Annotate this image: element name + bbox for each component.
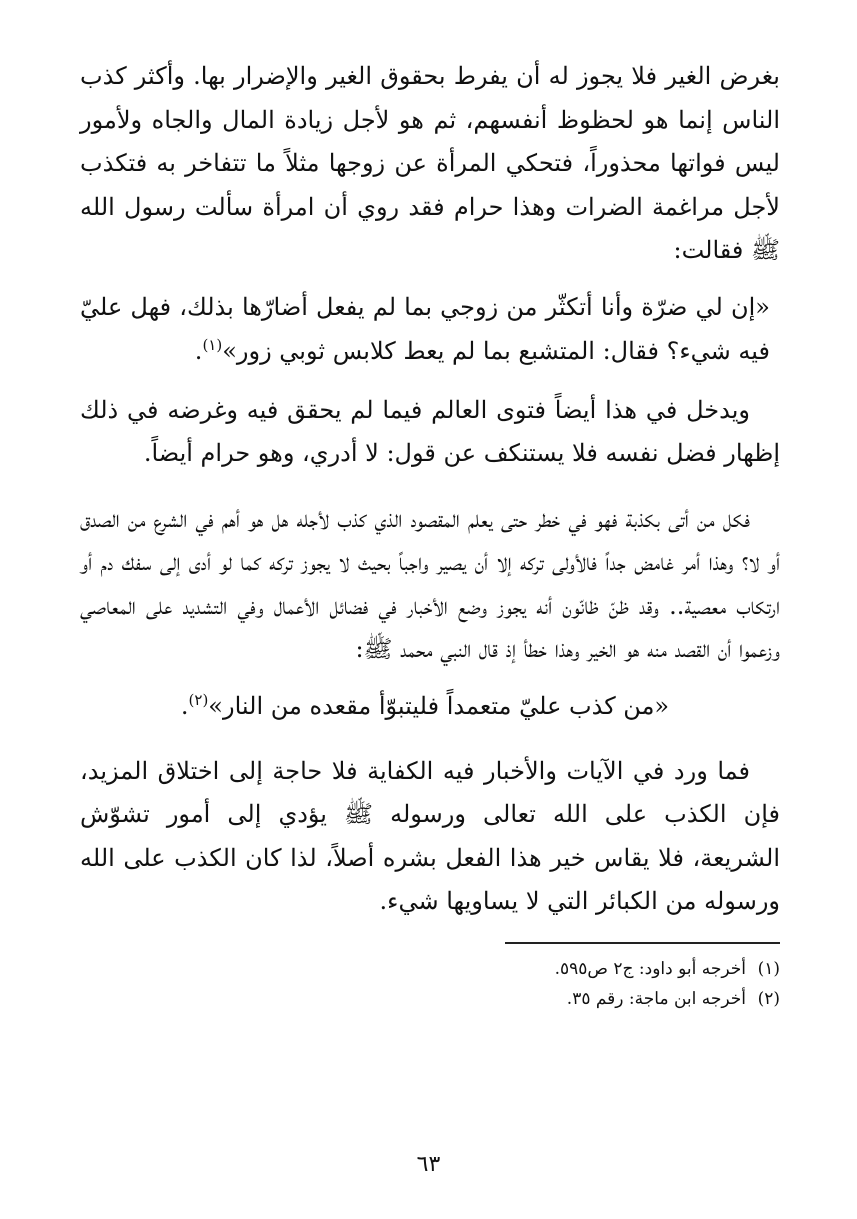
paragraph-4: فما ورد في الآيات والأخبار فيه الكفاية فلا حاجة إلى اختلاق المزيد، فإن الكذب على الله تعالى ورسوله ﷺ يؤدي إلى أمور تشوّش الشريعة، فلا يقاس خير هذا الفعل بشره أصلاً، لذا كان الكذب على الله ورسوله من الكبائر التي لا يساويها شيء. — [80, 756, 780, 915]
paragraph-2: ويدخل في هذا أيضاً فتوى العالم فيما لم يحقق فيه وغرضه في ذلك إظهار فضل نفسه فلا يستنكف عن قول: لا أدري، وهو حرام أيضاً. — [80, 395, 780, 467]
footnote-1-text: أخرجه أبو داود: ج٢ ص٥٩٥. — [554, 958, 746, 979]
hadith-quote-2 — [80, 684, 780, 728]
hadith-quote-1 — [80, 285, 780, 373]
hadith-quote-2-end: . — [180, 691, 189, 720]
hadith-quote-1-end: . — [194, 336, 203, 365]
footnote-ref-2: (٢) — [188, 690, 209, 709]
footnote-2-number: (٢) — [757, 988, 780, 1009]
paragraph-1: بغرض الغير فلا يجوز له أن يفرط بحقوق الغير والإضرار بها. وأكثر كذب الناس إنما هو لحظوظ أنفسهم، ثم هو لأجل زيادة المال والجاه ولأمور ليس فواتها محذوراً، فتحكي المرأة عن زوجها مثلاً ما تتفاخر به فتكذب لأجل مراغمة الضرات وهذا حرام فقد روي أن امرأة سألت رسول الله ﷺ فقالت: — [80, 62, 780, 264]
footnote-ref-1: (١) — [202, 335, 223, 354]
page-number: ٦٣ — [416, 1152, 441, 1177]
hadith-quote-2-text: «من كذب عليّ متعمداً فليتبوّأ مقعده من النار» — [208, 691, 670, 720]
hadith-quote-1-text: «إن لي ضرّة وأنا أتكثّر من زوجي بما لم يفعل أضارّها بذلك، فهل عليّ فيه شيء؟ فقال: المتشبع بما لم يعط كلابس ثوبي زور» — [80, 292, 770, 365]
footnote-2-text: أخرجه ابن ماجة: رقم ٣٥. — [566, 988, 746, 1009]
page-body — [80, 55, 780, 1014]
paragraph-3: فكل من أتى بكذبة فهو في خطر حتى يعلم المقصود الذي كذب لأجله هل هو أهم في الشرع من الصدق أو لا؟ وهذا أمر غامض جداً فالأولى تركه إلا أن يصير واجباً بحيث لا يجوز تركه كما لو أدى إلى سفك دم أو ارتكاب معصية.. وقد ظنّ ظانّون أنه يجوز وضع الأخبار في فضائل الأعمال وفي التشديد على المعاصي وزعموا أن القصد منه هو الخير وهذا خطأ إذ قال النبي محمد ﷺ: — [80, 504, 780, 663]
footnote-1-number: (١) — [757, 958, 780, 979]
footnote-1 — [80, 954, 780, 984]
footnote-separator — [505, 942, 780, 944]
footnote-2 — [80, 984, 780, 1014]
